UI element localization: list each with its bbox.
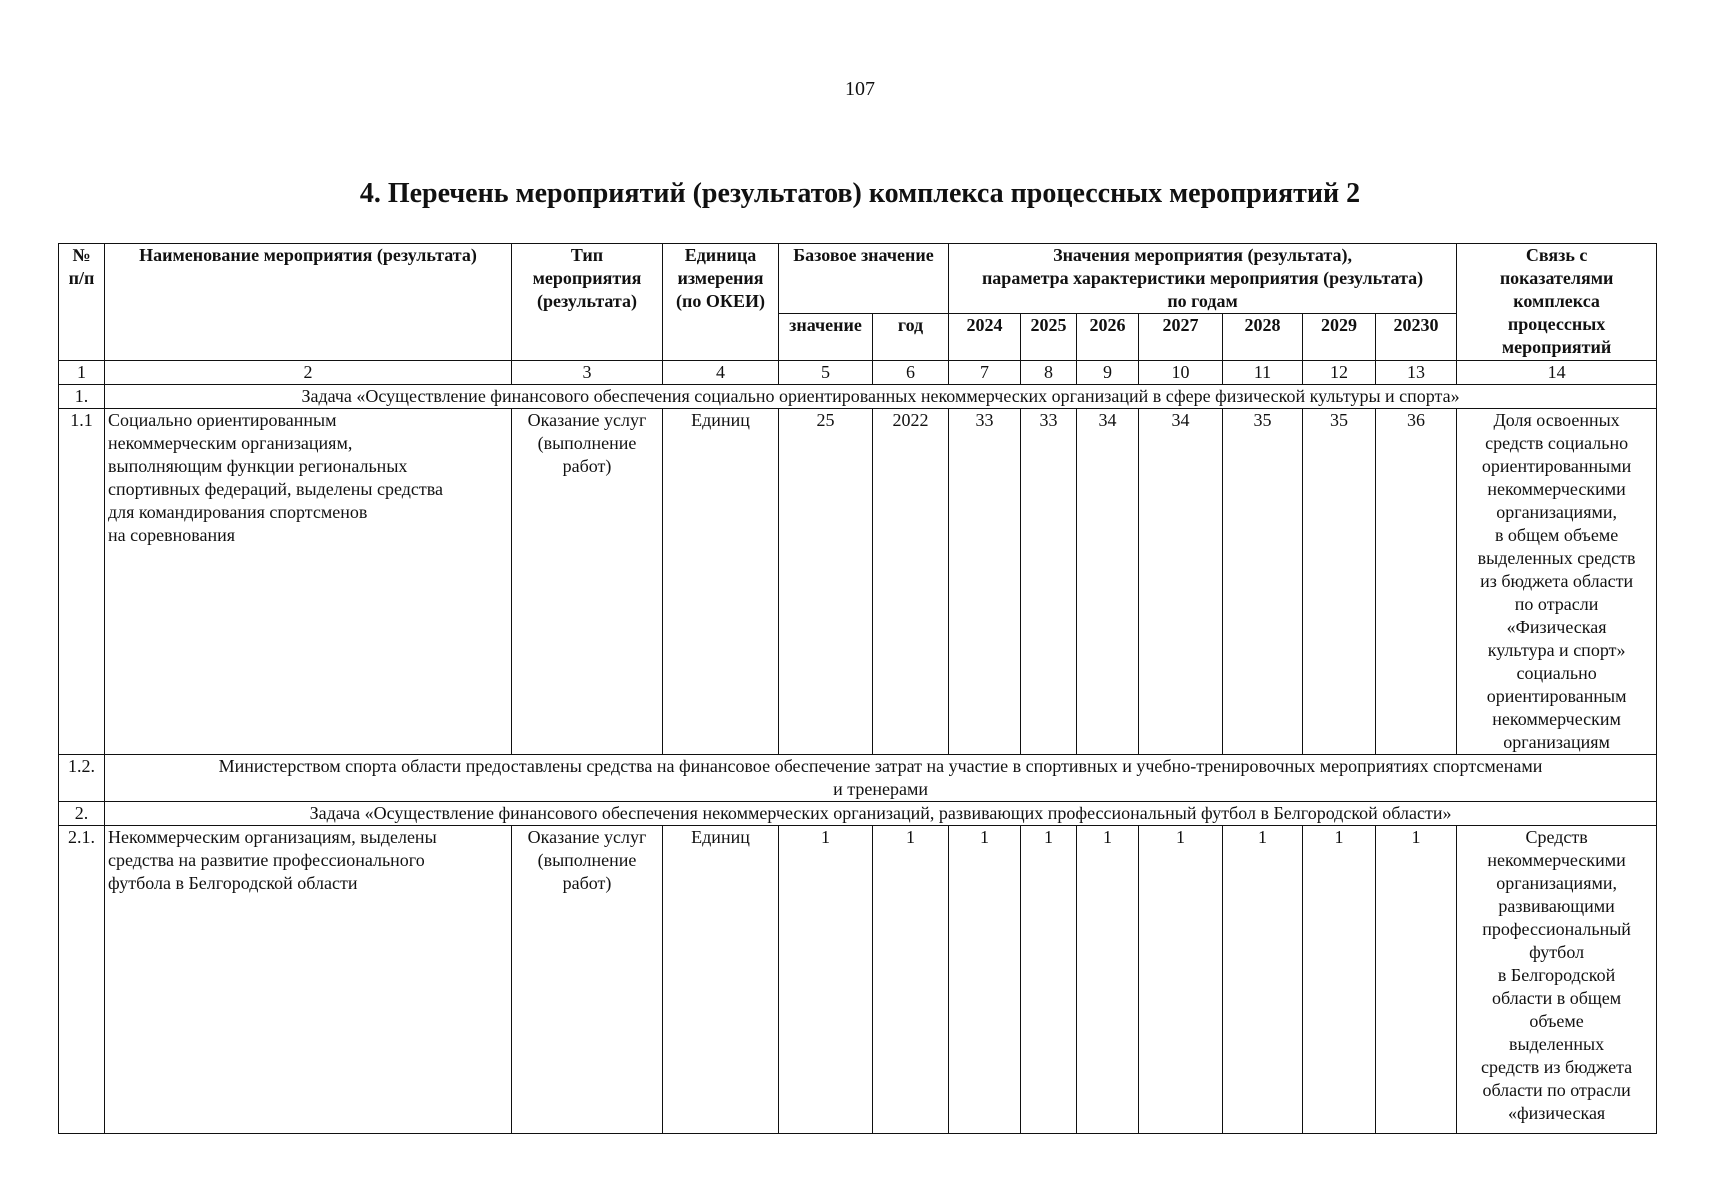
base-value: 25 (779, 409, 873, 755)
row-number: 1.2. (59, 755, 105, 802)
table-row (59, 409, 1657, 755)
year-value: 1 (1303, 826, 1376, 1134)
year-value: 1 (949, 826, 1021, 1134)
header-year: 2027 (1139, 314, 1223, 361)
activity-name: Некоммерческим организациям, выделены средства на развитие профессионального футбола в Белгородской области (105, 826, 512, 1134)
year-value: 1 (1223, 826, 1303, 1134)
indicator-link: Доля освоенных средств социально ориентированными некоммерческими организациями, в общем объеме выделенных средств из бюджета области по отрасли «Физическая культура и спорт» социально ориентированным некоммерческим организациям (1457, 409, 1657, 755)
task-title: Задача «Осуществление финансового обеспечения социально ориентированных некоммерческих организаций в сфере физической культуры и спорта» (105, 385, 1657, 409)
year-value: 34 (1139, 409, 1223, 755)
header-base-value: значение (779, 314, 873, 361)
activity-type: Оказание услуг (выполнение работ) (512, 409, 663, 755)
base-value: 1 (779, 826, 873, 1134)
header-values: Значения мероприятия (результата), параметра характеристики мероприятия (результата) по годам (949, 244, 1457, 314)
header-unit: Единица измерения (по ОКЕИ) (663, 244, 779, 361)
year-value: 1 (1139, 826, 1223, 1134)
header-year: 2028 (1223, 314, 1303, 361)
column-number: 4 (663, 361, 779, 385)
year-value: 1 (1021, 826, 1077, 1134)
document-title: 4. Перечень мероприятий (результатов) комплекса процессных мероприятий 2 (359, 178, 1361, 209)
header-year: 2025 (1021, 314, 1077, 361)
row-number: 2.1. (59, 826, 105, 1134)
header-year: 2029 (1303, 314, 1376, 361)
year-value: 36 (1376, 409, 1457, 755)
year-value: 35 (1303, 409, 1376, 755)
header-base-year: год (873, 314, 949, 361)
year-value: 33 (949, 409, 1021, 755)
task-title: Задача «Осуществление финансового обеспечения некоммерческих организаций, развивающих профессиональный футбол в Белгородской области» (105, 802, 1657, 826)
unit: Единиц (663, 826, 779, 1134)
task-number: 1. (59, 385, 105, 409)
column-number: 3 (512, 361, 663, 385)
base-year: 2022 (873, 409, 949, 755)
column-number: 2 (105, 361, 512, 385)
header-base: Базовое значение (779, 244, 949, 314)
activity-description: Министерством спорта области предоставлены средства на финансовое обеспечение затрат на участие в спортивных и учебно-тренировочных мероприятиях спортсменами и тренерами (105, 755, 1657, 802)
column-number: 1 (59, 361, 105, 385)
table-row (59, 755, 1657, 802)
activities-table (58, 243, 1657, 1134)
header-type: Тип мероприятия (результата) (512, 244, 663, 361)
header-num: № п/п (59, 244, 105, 361)
header-year: 20230 (1376, 314, 1457, 361)
year-value: 33 (1021, 409, 1077, 755)
year-value: 1 (1077, 826, 1139, 1134)
year-value: 34 (1077, 409, 1139, 755)
header-year: 2024 (949, 314, 1021, 361)
table-row (59, 826, 1657, 1134)
column-number: 10 (1139, 361, 1223, 385)
page-number: 107 (845, 78, 875, 100)
column-number: 8 (1021, 361, 1077, 385)
column-number: 9 (1077, 361, 1139, 385)
column-number: 13 (1376, 361, 1457, 385)
column-number: 12 (1303, 361, 1376, 385)
column-number: 6 (873, 361, 949, 385)
base-year: 1 (873, 826, 949, 1134)
column-number: 5 (779, 361, 873, 385)
year-value: 1 (1376, 826, 1457, 1134)
column-number: 11 (1223, 361, 1303, 385)
indicator-link: Средств некоммерческими организациями, развивающими профессиональный футбол в Белгородской области в общем объеме выделенных средств из бюджета области по отрасли «физическая (1457, 826, 1657, 1134)
unit: Единиц (663, 409, 779, 755)
task-number: 2. (59, 802, 105, 826)
row-number: 1.1 (59, 409, 105, 755)
year-value: 35 (1223, 409, 1303, 755)
column-number: 14 (1457, 361, 1657, 385)
activity-name: Социально ориентированным некоммерческим организациям, выполняющим функции региональных спортивных федераций, выделены средства для командирования спортсменов на соревнования (105, 409, 512, 755)
activity-type: Оказание услуг (выполнение работ) (512, 826, 663, 1134)
header-link: Связь с показателями комплекса процессных мероприятий (1457, 244, 1657, 361)
header-year: 2026 (1077, 314, 1139, 361)
header-name: Наименование мероприятия (результата) (105, 244, 512, 361)
column-number: 7 (949, 361, 1021, 385)
